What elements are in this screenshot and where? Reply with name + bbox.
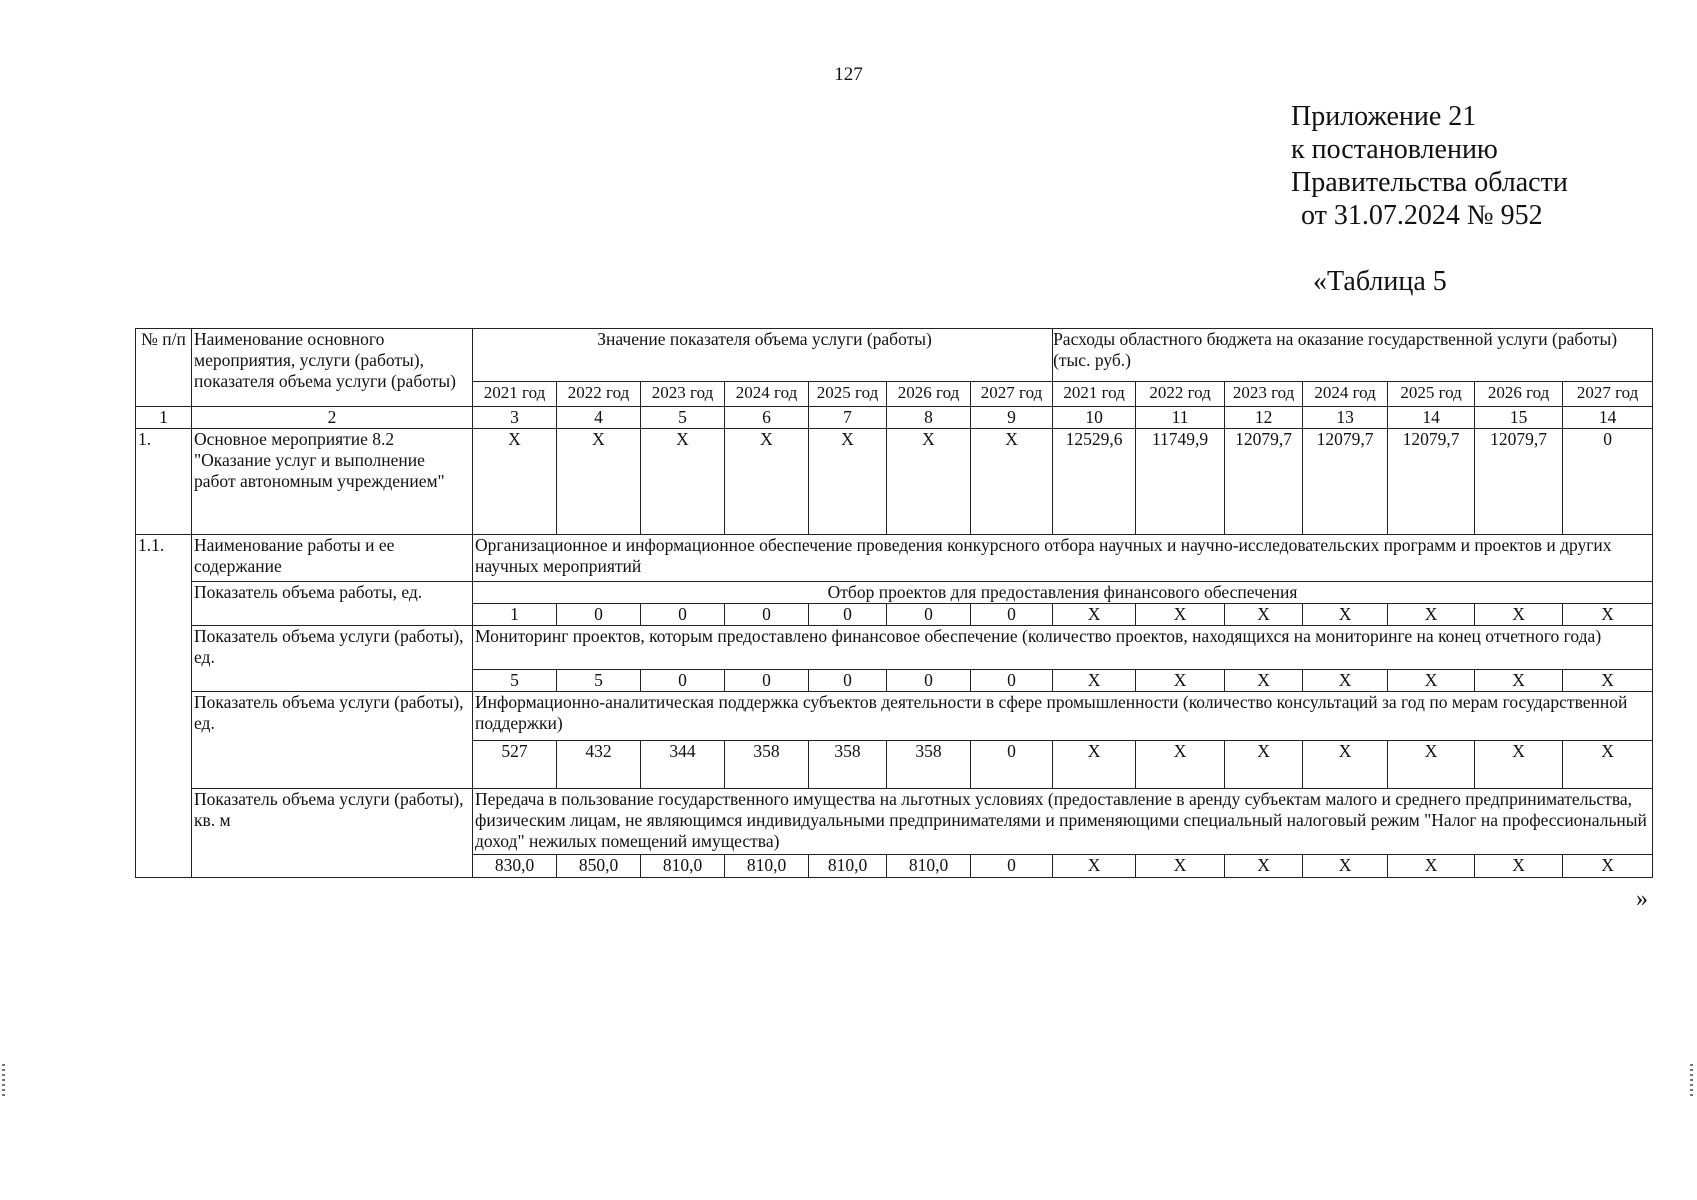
value-cell: Х (1475, 855, 1563, 878)
value-cell: 0 (641, 670, 725, 692)
year-volume-2022: 2022 год (557, 382, 641, 407)
table-row-indicator (136, 692, 1653, 741)
value-cell: 810,0 (641, 855, 725, 878)
col-number: 4 (557, 407, 641, 429)
year-expenses-2022: 2022 год (1136, 382, 1225, 407)
col-number: 12 (1225, 407, 1303, 429)
col-number: 8 (887, 407, 971, 429)
value-cell: 0 (725, 604, 809, 626)
year-expenses-2023: 2023 год (1225, 382, 1303, 407)
closing-quote: » (1636, 886, 1648, 912)
col-number: 1 (136, 407, 192, 429)
col-number: 7 (809, 407, 887, 429)
value-cell: Х (1136, 604, 1225, 626)
year-expenses-2025: 2025 год (1388, 382, 1475, 407)
value-cell: Х (1136, 855, 1225, 878)
value-cell: 12529,6 (1053, 429, 1136, 535)
scan-edge-mark (2, 1064, 5, 1096)
value-cell: 0 (809, 670, 887, 692)
indicator-label: Показатель объема услуги (работы), кв. м (192, 789, 473, 878)
year-volume-2025: 2025 год (809, 382, 887, 407)
value-cell: Х (1303, 604, 1388, 626)
col-number: 5 (641, 407, 725, 429)
value-cell: 12079,7 (1225, 429, 1303, 535)
value-cell: Х (1225, 670, 1303, 692)
value-cell: 0 (971, 741, 1053, 789)
page-number: 127 (834, 64, 863, 85)
value-cell: 358 (887, 741, 971, 789)
col-number: 11 (1136, 407, 1225, 429)
indicator-label: Показатель объема услуги (работы), ед. (192, 626, 473, 692)
year-expenses-2021: 2021 год (1053, 382, 1136, 407)
value-cell: Х (1475, 670, 1563, 692)
value-cell: Х (1563, 855, 1653, 878)
year-volume-2023: 2023 год (641, 382, 725, 407)
value-cell: 0 (971, 604, 1053, 626)
value-cell: 810,0 (809, 855, 887, 878)
header-no: № п/п (136, 329, 192, 407)
value-cell: 527 (473, 741, 557, 789)
value-cell: Х (1303, 741, 1388, 789)
value-cell: Х (887, 429, 971, 535)
value-cell: 12079,7 (1475, 429, 1563, 535)
col-number: 15 (1475, 407, 1563, 429)
value-cell: 810,0 (725, 855, 809, 878)
value-cell: Х (641, 429, 725, 535)
year-volume-2026: 2026 год (887, 382, 971, 407)
row-name: Основное мероприятие 8.2 "Оказание услуг и выполнение работ автономным учреждением" (192, 429, 473, 535)
value-cell: 358 (725, 741, 809, 789)
header-volume-group: Значение показателя объема услуги (работы) (473, 329, 1053, 382)
value-cell: Х (1563, 670, 1653, 692)
value-cell: 0 (887, 670, 971, 692)
row-number: 1. (136, 429, 192, 535)
row-number: 1.1. (136, 535, 192, 878)
col-number: 3 (473, 407, 557, 429)
appendix-line-1: Приложение 21 (1291, 101, 1477, 132)
value-cell: 0 (971, 855, 1053, 878)
indicator-description: Мониторинг проектов, которым предоставлено финансовое обеспечение (количество проектов, находящихся на мониторинге на конец отчетного года) (473, 626, 1653, 670)
value-cell: Х (1388, 855, 1475, 878)
value-cell: 5 (473, 670, 557, 692)
value-cell: 810,0 (887, 855, 971, 878)
numbering-row (136, 407, 1653, 429)
indicator-label: Показатель объема услуги (работы), ед. (192, 692, 473, 789)
appendix-line-3: Правительства области (1291, 167, 1568, 198)
appendix-line-4: от 31.07.2024 № 952 (1301, 200, 1543, 231)
value-cell: 0 (809, 604, 887, 626)
col-number: 13 (1303, 407, 1388, 429)
value-cell: 0 (641, 604, 725, 626)
scan-edge-mark (1690, 1064, 1693, 1096)
value-cell: Х (1475, 741, 1563, 789)
value-cell: 0 (887, 604, 971, 626)
appendix-line-2: к постановлению (1291, 134, 1498, 165)
value-cell: Х (1563, 741, 1653, 789)
value-cell: 432 (557, 741, 641, 789)
value-cell: 344 (641, 741, 725, 789)
col-number: 14 (1563, 407, 1653, 429)
value-cell: Х (1136, 670, 1225, 692)
value-cell: 12079,7 (1303, 429, 1388, 535)
value-cell: Х (557, 429, 641, 535)
value-cell: 358 (809, 741, 887, 789)
value-cell: Х (1053, 741, 1136, 789)
appendix-header (1291, 100, 1568, 232)
header-name: Наименование основного мероприятия, услуги (работы), показателя объема услуги (работы) (192, 329, 473, 407)
col-number: 2 (192, 407, 473, 429)
year-expenses-2026: 2026 год (1475, 382, 1563, 407)
value-cell: Х (971, 429, 1053, 535)
value-cell: 12079,7 (1388, 429, 1475, 535)
year-expenses-2027: 2027 год (1563, 382, 1653, 407)
table-row-indicator (136, 626, 1653, 670)
value-cell: 0 (1563, 429, 1653, 535)
table-row-main-activity (136, 429, 1653, 535)
indicator-label: Показатель объема работы, ед. (192, 582, 473, 626)
value-cell: 11749,9 (1136, 429, 1225, 535)
value-cell: Х (809, 429, 887, 535)
year-volume-2027: 2027 год (971, 382, 1053, 407)
indicator-description: Информационно-аналитическая поддержка субъектов деятельности в сфере промышленности (количество консультаций за год по мерам государственной поддержки) (473, 692, 1653, 741)
value-cell: Х (1225, 604, 1303, 626)
table-row-work (136, 535, 1653, 582)
value-cell: Х (1225, 741, 1303, 789)
year-volume-2024: 2024 год (725, 382, 809, 407)
value-cell: Х (1388, 604, 1475, 626)
value-cell: 5 (557, 670, 641, 692)
table-row-indicator (136, 789, 1653, 855)
value-cell: 830,0 (473, 855, 557, 878)
value-cell: Х (1388, 741, 1475, 789)
value-cell: 0 (725, 670, 809, 692)
year-expenses-2024: 2024 год (1303, 382, 1388, 407)
table-row-indicator (136, 582, 1653, 604)
value-cell: Х (725, 429, 809, 535)
value-cell: Х (1225, 855, 1303, 878)
value-cell: Х (1053, 604, 1136, 626)
header-expenses-group: Расходы областного бюджета на оказание государственной услуги (работы) (тыс. руб.) (1053, 329, 1653, 382)
value-cell: 0 (557, 604, 641, 626)
year-volume-2021: 2021 год (473, 382, 557, 407)
work-label: Наименование работы и ее содержание (192, 535, 473, 582)
work-description: Организационное и информационное обеспечение проведения конкурсного отбора научных и научно-исследовательских программ и проектов и других научных мероприятий (473, 535, 1653, 582)
col-number: 14 (1388, 407, 1475, 429)
col-number: 10 (1053, 407, 1136, 429)
table-title: «Таблица 5 (1313, 266, 1447, 297)
value-cell: Х (1303, 855, 1388, 878)
indicator-description: Передача в пользование государственного имущества на льготных условиях (предоставление в аренду субъектам малого и среднего предпринимательства, физическим лицам, не являющимся индивидуальными предпринимателями и применяющими специальный налоговый режим "Налог на профессиональный доход" нежилых помещений имущества) (473, 789, 1653, 855)
budget-table (135, 328, 1653, 878)
value-cell: Х (1475, 604, 1563, 626)
value-cell: 0 (971, 670, 1053, 692)
value-cell: Х (1053, 670, 1136, 692)
value-cell: 1 (473, 604, 557, 626)
value-cell: Х (1388, 670, 1475, 692)
value-cell: Х (1563, 604, 1653, 626)
value-cell: Х (1053, 855, 1136, 878)
value-cell: Х (1136, 741, 1225, 789)
value-cell: 850,0 (557, 855, 641, 878)
value-cell: Х (1303, 670, 1388, 692)
indicator-description: Отбор проектов для предоставления финансового обеспечения (473, 582, 1653, 604)
value-cell: Х (473, 429, 557, 535)
col-number: 9 (971, 407, 1053, 429)
col-number: 6 (725, 407, 809, 429)
